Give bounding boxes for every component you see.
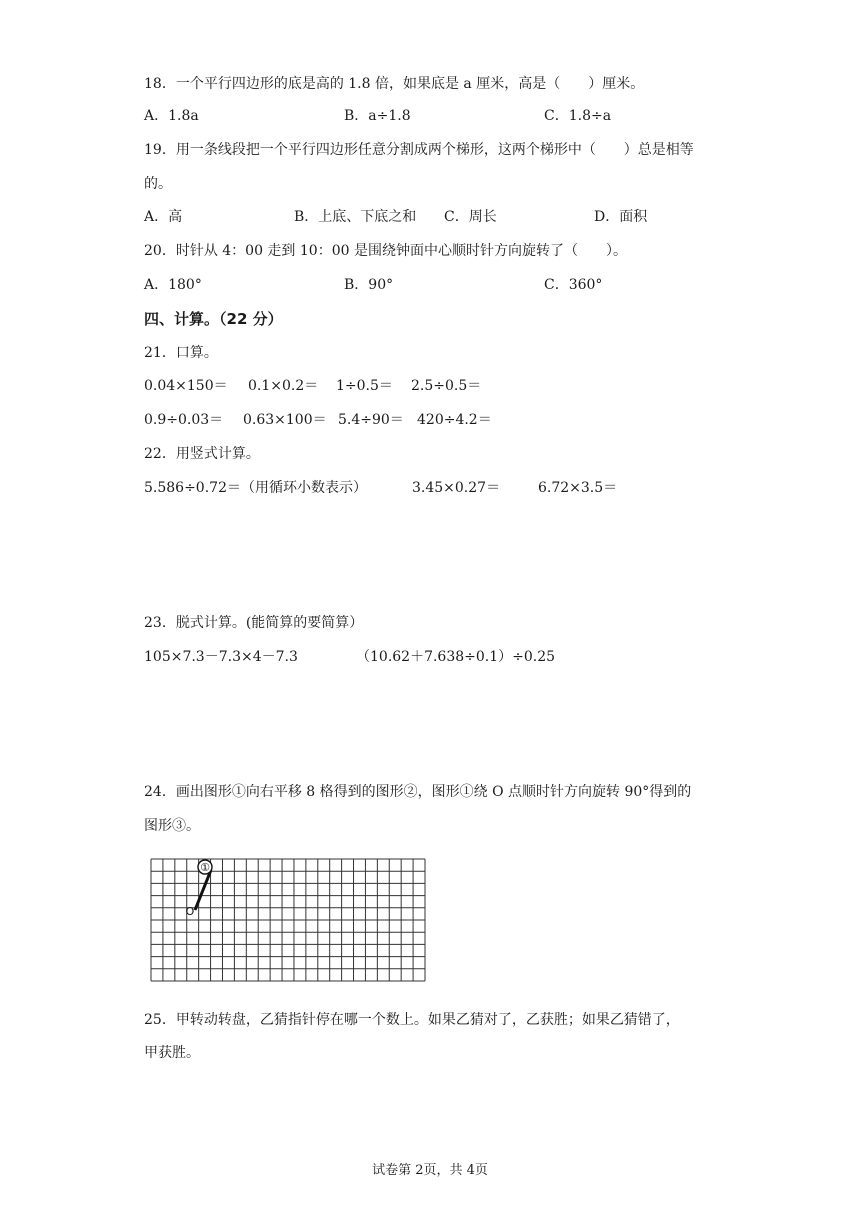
q19-option-d: D．面积 (594, 209, 648, 225)
q25-stem-line1: 25．甲转动转盘，乙猜指针停在哪一个数上。如果乙猜对了，乙获胜；如果乙猜错了， (144, 1012, 680, 1028)
q19-stem-line2: 的。 (144, 176, 172, 192)
point-o-label: O (185, 905, 195, 918)
q24-stem-line1: 24．画出图形①向右平移 8 格得到的图形②，图形①绕 O 点顺时针方向旋转 90°得到的 (144, 784, 692, 800)
q21-title: 21．口算。 (144, 345, 218, 361)
q22-title: 22．用竖式计算。 (144, 446, 260, 462)
q18-option-b: B．a÷1.8 (344, 108, 411, 124)
q21-item: 420÷4.2＝ (417, 412, 492, 428)
q20-stem: 20．时针从 4：00 走到 10：00 是围绕钟面中心顺时针方向旋转了（ ）。 (144, 243, 627, 259)
q24-stem-line2: 图形③。 (144, 818, 200, 834)
q19-option-a: A．高 (144, 209, 183, 225)
q25-stem-line2: 甲获胜。 (144, 1045, 200, 1061)
q20-option-c: C．360° (544, 277, 603, 293)
q21-item: 0.63×100＝ (243, 412, 327, 428)
shape-1-segment (195, 870, 211, 910)
q20-option-b: B．90° (344, 277, 394, 293)
q18-stem: 18．一个平行四边形的底是高的 1.8 倍，如果底是 a 厘米，高是（ ）厘米。 (144, 76, 645, 92)
q21-item: 0.04×150＝ (144, 378, 228, 394)
section4-title: 四、计算。（22 分） (144, 310, 283, 328)
q18-option-a: A．1.8a (144, 108, 199, 124)
shape-label: ① (200, 861, 210, 874)
q21-item: 0.1×0.2＝ (248, 378, 319, 394)
q20-option-a: A．180° (144, 277, 202, 293)
q21-item: 5.4÷90＝ (338, 412, 404, 428)
q21-item: 1÷0.5＝ (336, 378, 393, 394)
q18-option-c: C．1.8÷a (544, 108, 612, 124)
q19-option-c: C．周长 (444, 209, 497, 225)
q19-option-b: B．上底、下底之和 (294, 209, 417, 225)
q22-item: 5.586÷0.72＝（用循环小数表示） (144, 480, 367, 496)
page-footer: 试卷第 2页，共 4页 (372, 1163, 488, 1178)
q22-item: 6.72×3.5＝ (538, 480, 618, 496)
q21-item: 2.5÷0.5＝ (411, 378, 482, 394)
q23-item: 105×7.3－7.3×4－7.3 (144, 649, 298, 665)
q23-item: （10.62＋7.638÷0.1）÷0.25 (356, 649, 556, 665)
q19-stem-line1: 19．用一条线段把一个平行四边形任意分割成两个梯形，这两个梯形中（ ）总是相等 (144, 142, 694, 158)
grid-figure (150, 858, 426, 982)
q21-item: 0.9÷0.03＝ (144, 412, 224, 428)
q22-item: 3.45×0.27＝ (412, 480, 501, 496)
q23-title: 23．脱式计算。(能简算的要简算） (144, 615, 364, 631)
